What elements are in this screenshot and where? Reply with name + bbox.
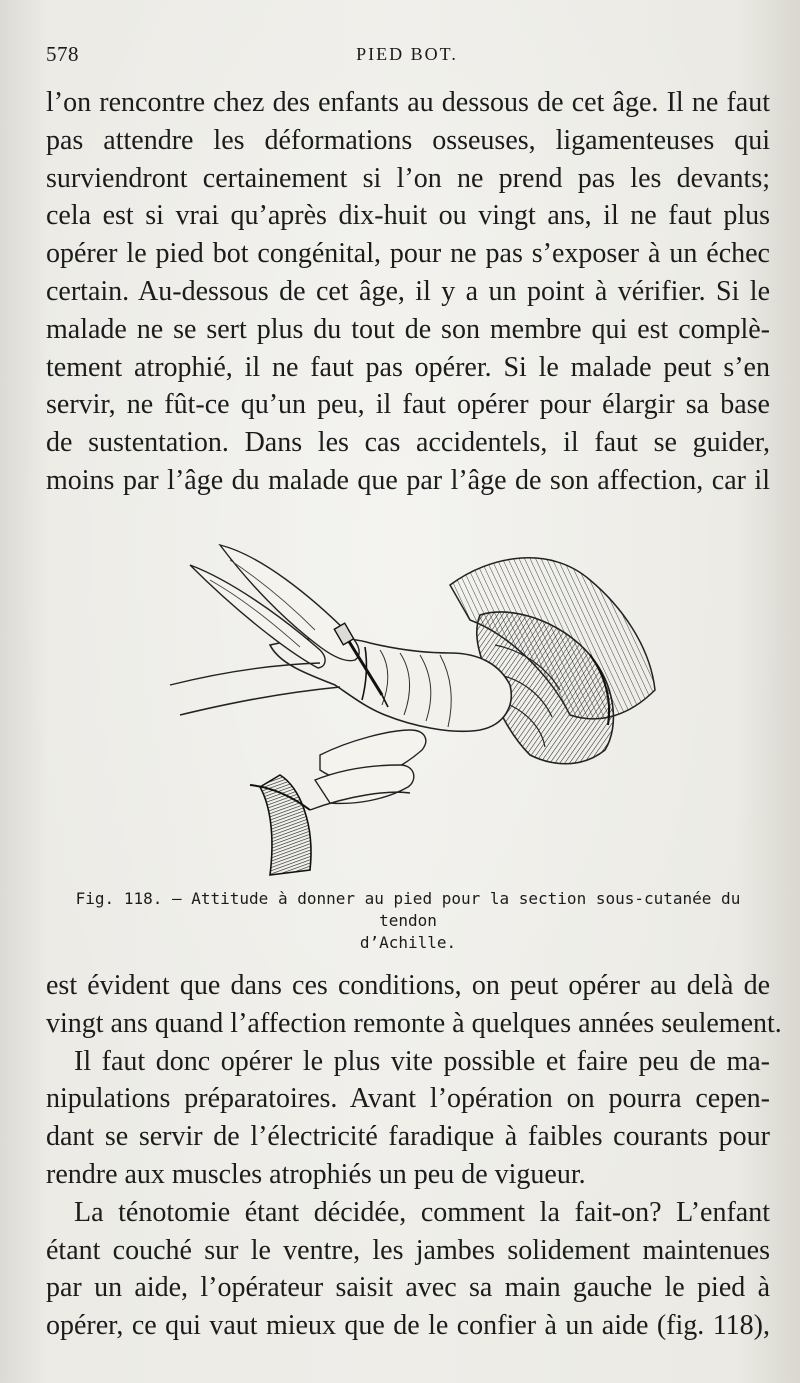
page-number: 578: [46, 42, 79, 66]
left-hand-fingers: [170, 545, 359, 715]
text-line: nipulations préparatoires. Avant l’opération on pourra cepen-: [46, 1083, 770, 1115]
text-line: cela est si vrai qu’après dix-huit ou vingt ans, il ne faut plus: [46, 200, 770, 232]
text-line: est évident que dans ces conditions, on peut opérer au delà de: [46, 970, 770, 1001]
running-header: [46, 42, 768, 76]
text-line: de sustentation. Dans les cas accidentels, il faut se guider,: [46, 427, 770, 459]
body-text-top: [46, 84, 770, 500]
text-line: l’on rencontre chez des enfants au dessous de cet âge. Il ne faut: [46, 87, 770, 118]
caption-line: Fig. 118. — Attitude à donner au pied pour la section sous-cutanée du tendon: [75, 889, 741, 930]
text-line: étant couché sur le ventre, les jambes solidement maintenues: [46, 1234, 770, 1266]
text-line: pas attendre les déformations osseuses, ligamenteuses qui: [46, 124, 770, 156]
text-line: La ténotomie étant décidée, comment la fait-on? L’enfant: [74, 1196, 770, 1228]
text-line: vingt ans quand l’affection remonte à quelques années seulement.: [46, 1007, 782, 1039]
text-line: dant se servir de l’électricité faradique à faibles courants pour: [46, 1121, 770, 1153]
cuff-sleeve: [250, 775, 311, 875]
text-line: opérer, ce qui vaut mieux que de le confier à un aide (fig. 118),: [46, 1310, 770, 1342]
body-text-bottom: [46, 967, 782, 1345]
running-title: PIED BOT.: [356, 44, 458, 64]
text-line: tement atrophié, il ne faut pas opérer. Si le malade peut s’en: [46, 351, 770, 383]
caption-line: d’Achille.: [359, 933, 457, 952]
text-line: par un aide, l’opérateur saisit avec sa main gauche le pied à: [46, 1272, 770, 1304]
left-hand-lower: [310, 730, 426, 810]
figure-caption: [46, 888, 770, 954]
text-line: Il faut donc opérer le plus vite possible et faire peu de ma-: [74, 1045, 770, 1077]
text-line: opérer le pied bot congénital, pour ne pas s’exposer à un échec: [46, 238, 770, 270]
text-line: surviendront certainement si l’on ne prend pas les devants;: [46, 162, 770, 194]
text-line: malade ne se sert plus du tout de son membre qui est complè-: [46, 313, 770, 345]
surgical-illustration: [150, 525, 670, 885]
text-line: servir, ne fût-ce qu’un peu, il faut opérer pour élargir sa base: [46, 389, 770, 421]
text-line: moins par l’âge du malade que par l’âge de son affection, car il: [46, 464, 770, 496]
text-line: certain. Au-dessous de cet âge, il y a un point à vérifier. Si le: [46, 275, 770, 307]
text-line: rendre aux muscles atrophiés un peu de vigueur.: [46, 1158, 586, 1190]
